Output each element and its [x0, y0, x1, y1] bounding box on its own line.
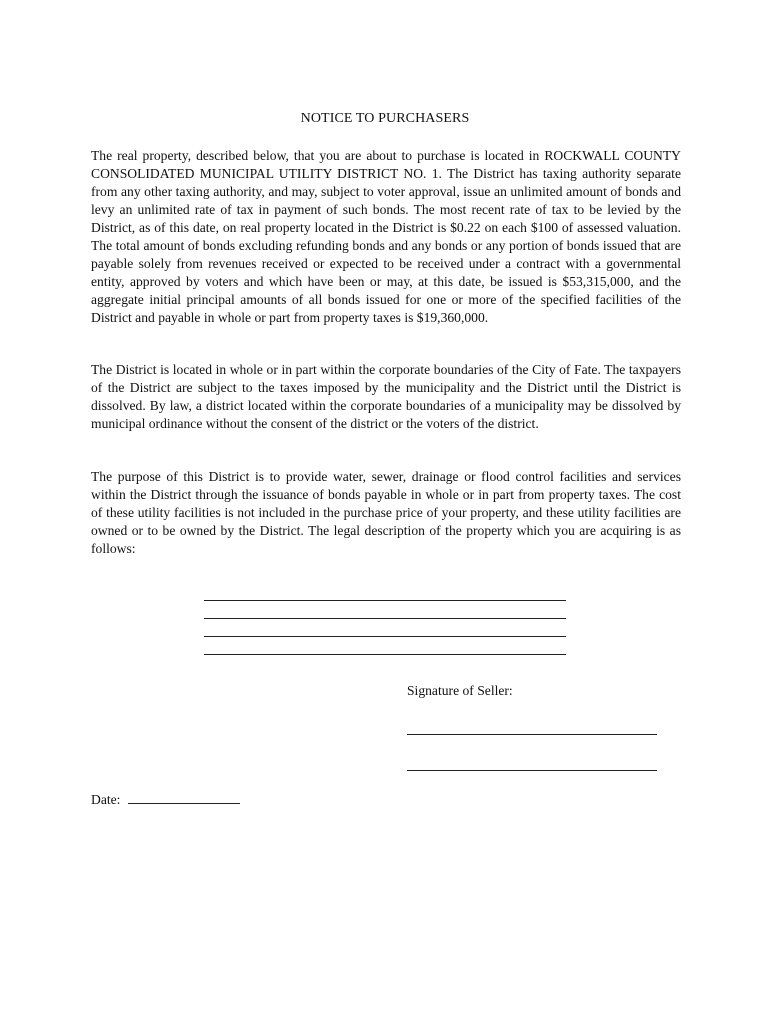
legal-description-blanks [204, 583, 566, 655]
signature-of-seller-label: Signature of Seller: [407, 683, 513, 698]
date-field [91, 790, 240, 808]
seller-signature-line[interactable] [407, 734, 657, 735]
date-label: Date: [91, 792, 121, 807]
document-title: NOTICE TO PURCHASERS [300, 111, 470, 126]
legal-description-line[interactable] [204, 637, 566, 655]
paragraph-district-purpose: The purpose of this District is to provide water, sewer, drainage or flood control facilities and services within the District through the issuance of bonds payable in whole or in part from property taxes. The cost of these utility facilities is not included in the purchase price of your property, and these utility facilities are owned or to be owned by the District. The legal description of the property which you are acquiring is as follows: [91, 469, 681, 556]
paragraph-municipal-boundaries: The District is located in whole or in part within the corporate boundaries of the City of Fate. The taxpayers of the District are subject to the taxes imposed by the municipality and the District until the District is dissolved. By law, a district located within the corporate boundaries of a municipality may be dissolved by municipal ordinance without the consent of the district or the voters of the district. [91, 362, 681, 431]
legal-description-line[interactable] [204, 583, 566, 601]
seller-signature-line[interactable] [407, 770, 657, 771]
legal-description-line[interactable] [204, 619, 566, 637]
paragraph-district-taxing: The real property, described below, that you are about to purchase is located in ROCKWALL COUNTY CONSOLIDATED MUNICIPAL UTILITY DISTRICT NO. 1. The District has taxing authority separate from any other taxing authority, and may, subject to voter approval, issue an unlimited amount of bonds and levy an unlimited rate of tax in payment of such bonds. The most recent rate of tax to be levied by the District, as of this date, on real property located in the District is $0.22 on each $100 of assessed valuation. The total amount of bonds excluding refunding bonds and any bonds or any portion of bonds issued that are payable solely from revenues received or expected to be received under a contract with a governmental entity, approved by voters and which have been or may, at this date, be issued is $53,315,000, and the aggregate initial principal amounts of all bonds issued for one or more of the specified facilities of the District and payable in whole or part from property taxes is $19,360,000. [91, 148, 681, 325]
date-blank-line[interactable] [128, 790, 240, 804]
legal-description-line[interactable] [204, 601, 566, 619]
